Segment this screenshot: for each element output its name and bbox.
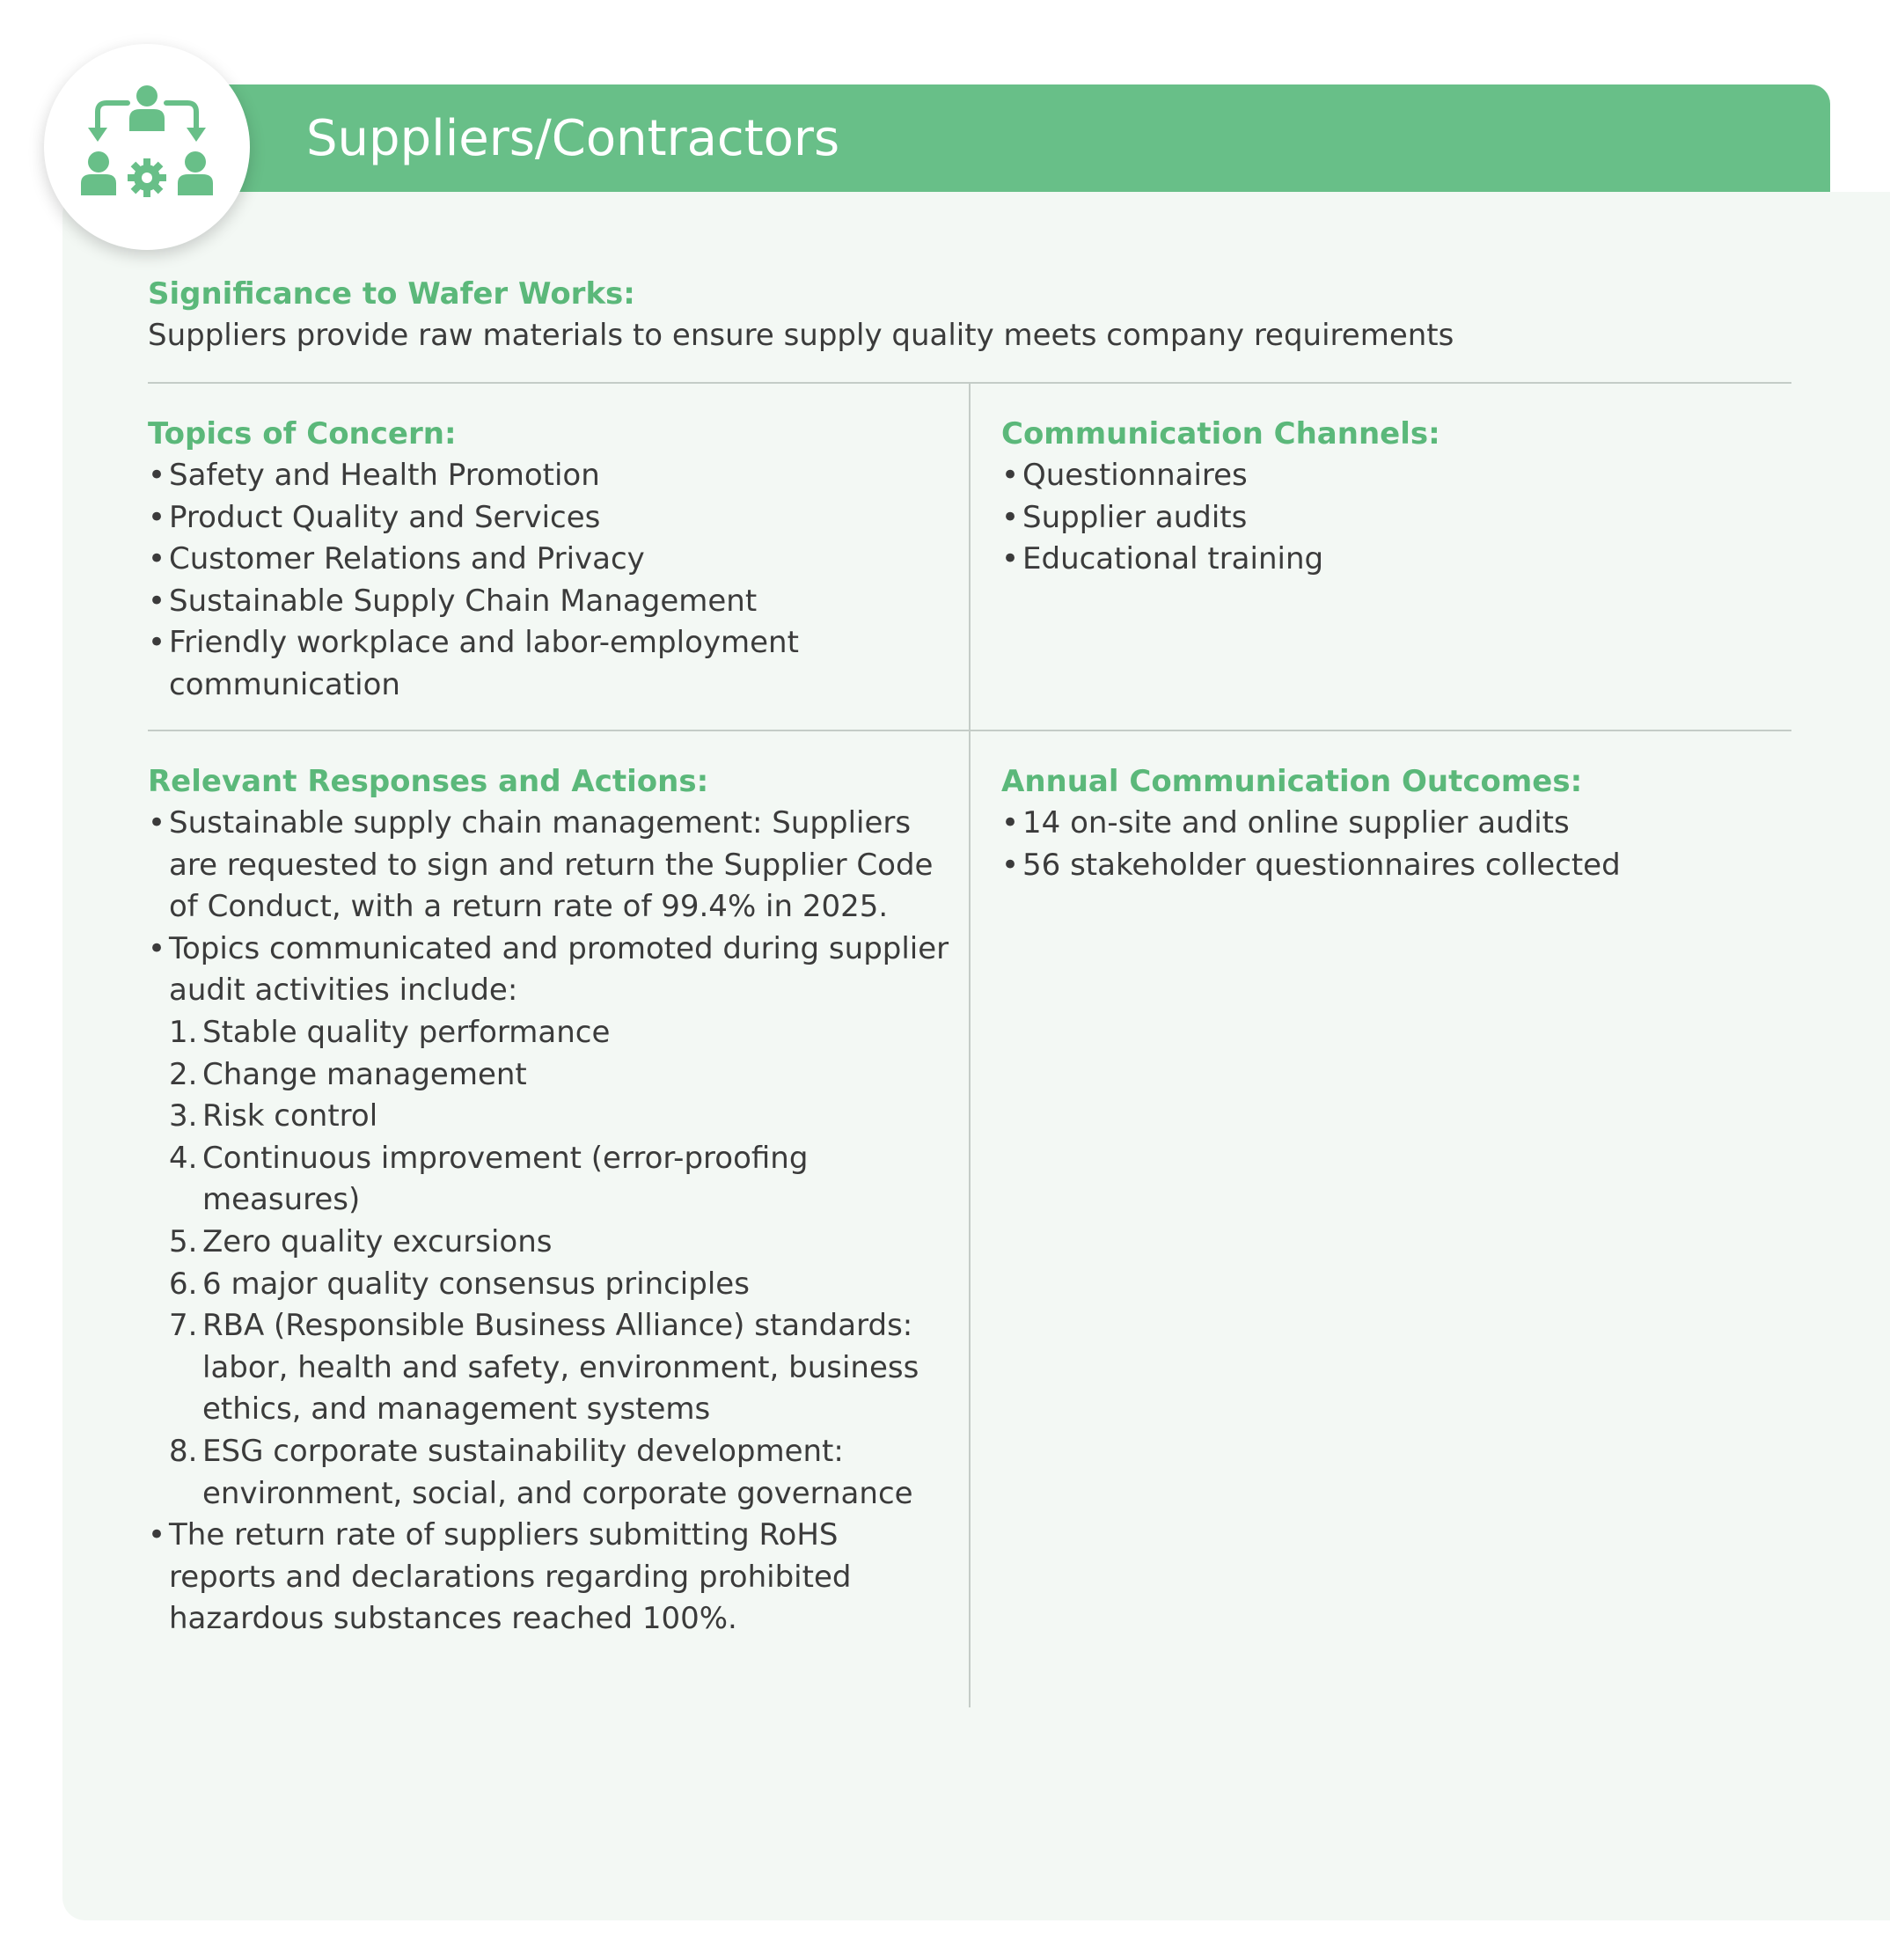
list-item: • Customer Relations and Privacy [148, 541, 645, 577]
section-title: Suppliers/Contractors [306, 110, 840, 167]
list-item: • Topics communicated and promoted during supplier audit activities include: 1. Stable quality performance 2. Change management 3. Risk control 4. Continuous improvement (error-proofing measures) 5. Zero quality excursions 6. 6 major quality consensus principles 7. RBA (Responsible Business Alliance) standards: labor, health and safety, environment, business ethics, and management systems 8. ESG corporate sustainability development: environment, social, and corporate governance [148, 929, 949, 1515]
numbered-item: 2. Change management [169, 1056, 527, 1092]
suppliers-network-icon [77, 77, 217, 217]
icon-badge [44, 44, 250, 250]
list-item: • 14 on-site and online supplier audits [1001, 805, 1570, 841]
channels-heading: Communication Channels: [1001, 416, 1440, 451]
list-item: • Safety and Health Promotion [148, 458, 600, 493]
list-item: • Questionnaires [1001, 458, 1248, 493]
list-item: • Sustainable supply chain management: Suppliers are requested to sign and return the Supplier Code of Conduct, with a return rate of 99.4% in 2025. [148, 805, 934, 925]
audit-topics-list [169, 1012, 949, 1515]
topics-heading: Topics of Concern: [148, 416, 457, 451]
numbered-item: 5. Zero quality excursions [169, 1223, 553, 1259]
list-item: • 56 stakeholder questionnaires collected [1001, 847, 1621, 883]
responses-list [148, 803, 949, 1641]
channels-list [1001, 455, 1323, 581]
significance-heading: Significance to Wafer Works: [148, 276, 635, 312]
list-item: • Friendly workplace and labor-employment [148, 625, 799, 661]
divider-middle [148, 730, 1791, 731]
outcomes-list [1001, 803, 1621, 886]
responses-heading: Relevant Responses and Actions: [148, 764, 709, 799]
list-item: • Educational training [1001, 541, 1324, 577]
list-item: • Sustainable Supply Chain Management [148, 583, 758, 619]
topics-list [148, 455, 799, 707]
outcomes-heading: Annual Communication Outcomes: [1001, 764, 1583, 799]
significance-text: Suppliers provide raw materials to ensure supply quality meets company requirements [148, 318, 1454, 353]
numbered-item: 7. RBA (Responsible Business Alliance) standards: labor, health and safety, environment, business ethics, and management systems [169, 1308, 919, 1428]
numbered-item: 8. ESG corporate sustainability development: environment, social, and corporate governance [169, 1433, 913, 1511]
list-item: • Supplier audits [1001, 499, 1248, 535]
numbered-item: 3. Risk control [169, 1098, 378, 1134]
list-item-continuation: communication [169, 666, 400, 702]
column-divider [969, 382, 971, 1707]
numbered-item: 4. Continuous improvement (error-proofing measures) [169, 1140, 809, 1218]
list-item: • The return rate of suppliers submitting RoHS reports and declarations regarding prohibited hazardous substances reached 100%. [148, 1517, 852, 1637]
numbered-item: 1. Stable quality performance [169, 1014, 611, 1050]
numbered-item: 6. 6 major quality consensus principles [169, 1266, 750, 1302]
list-item: • Product Quality and Services [148, 499, 601, 535]
